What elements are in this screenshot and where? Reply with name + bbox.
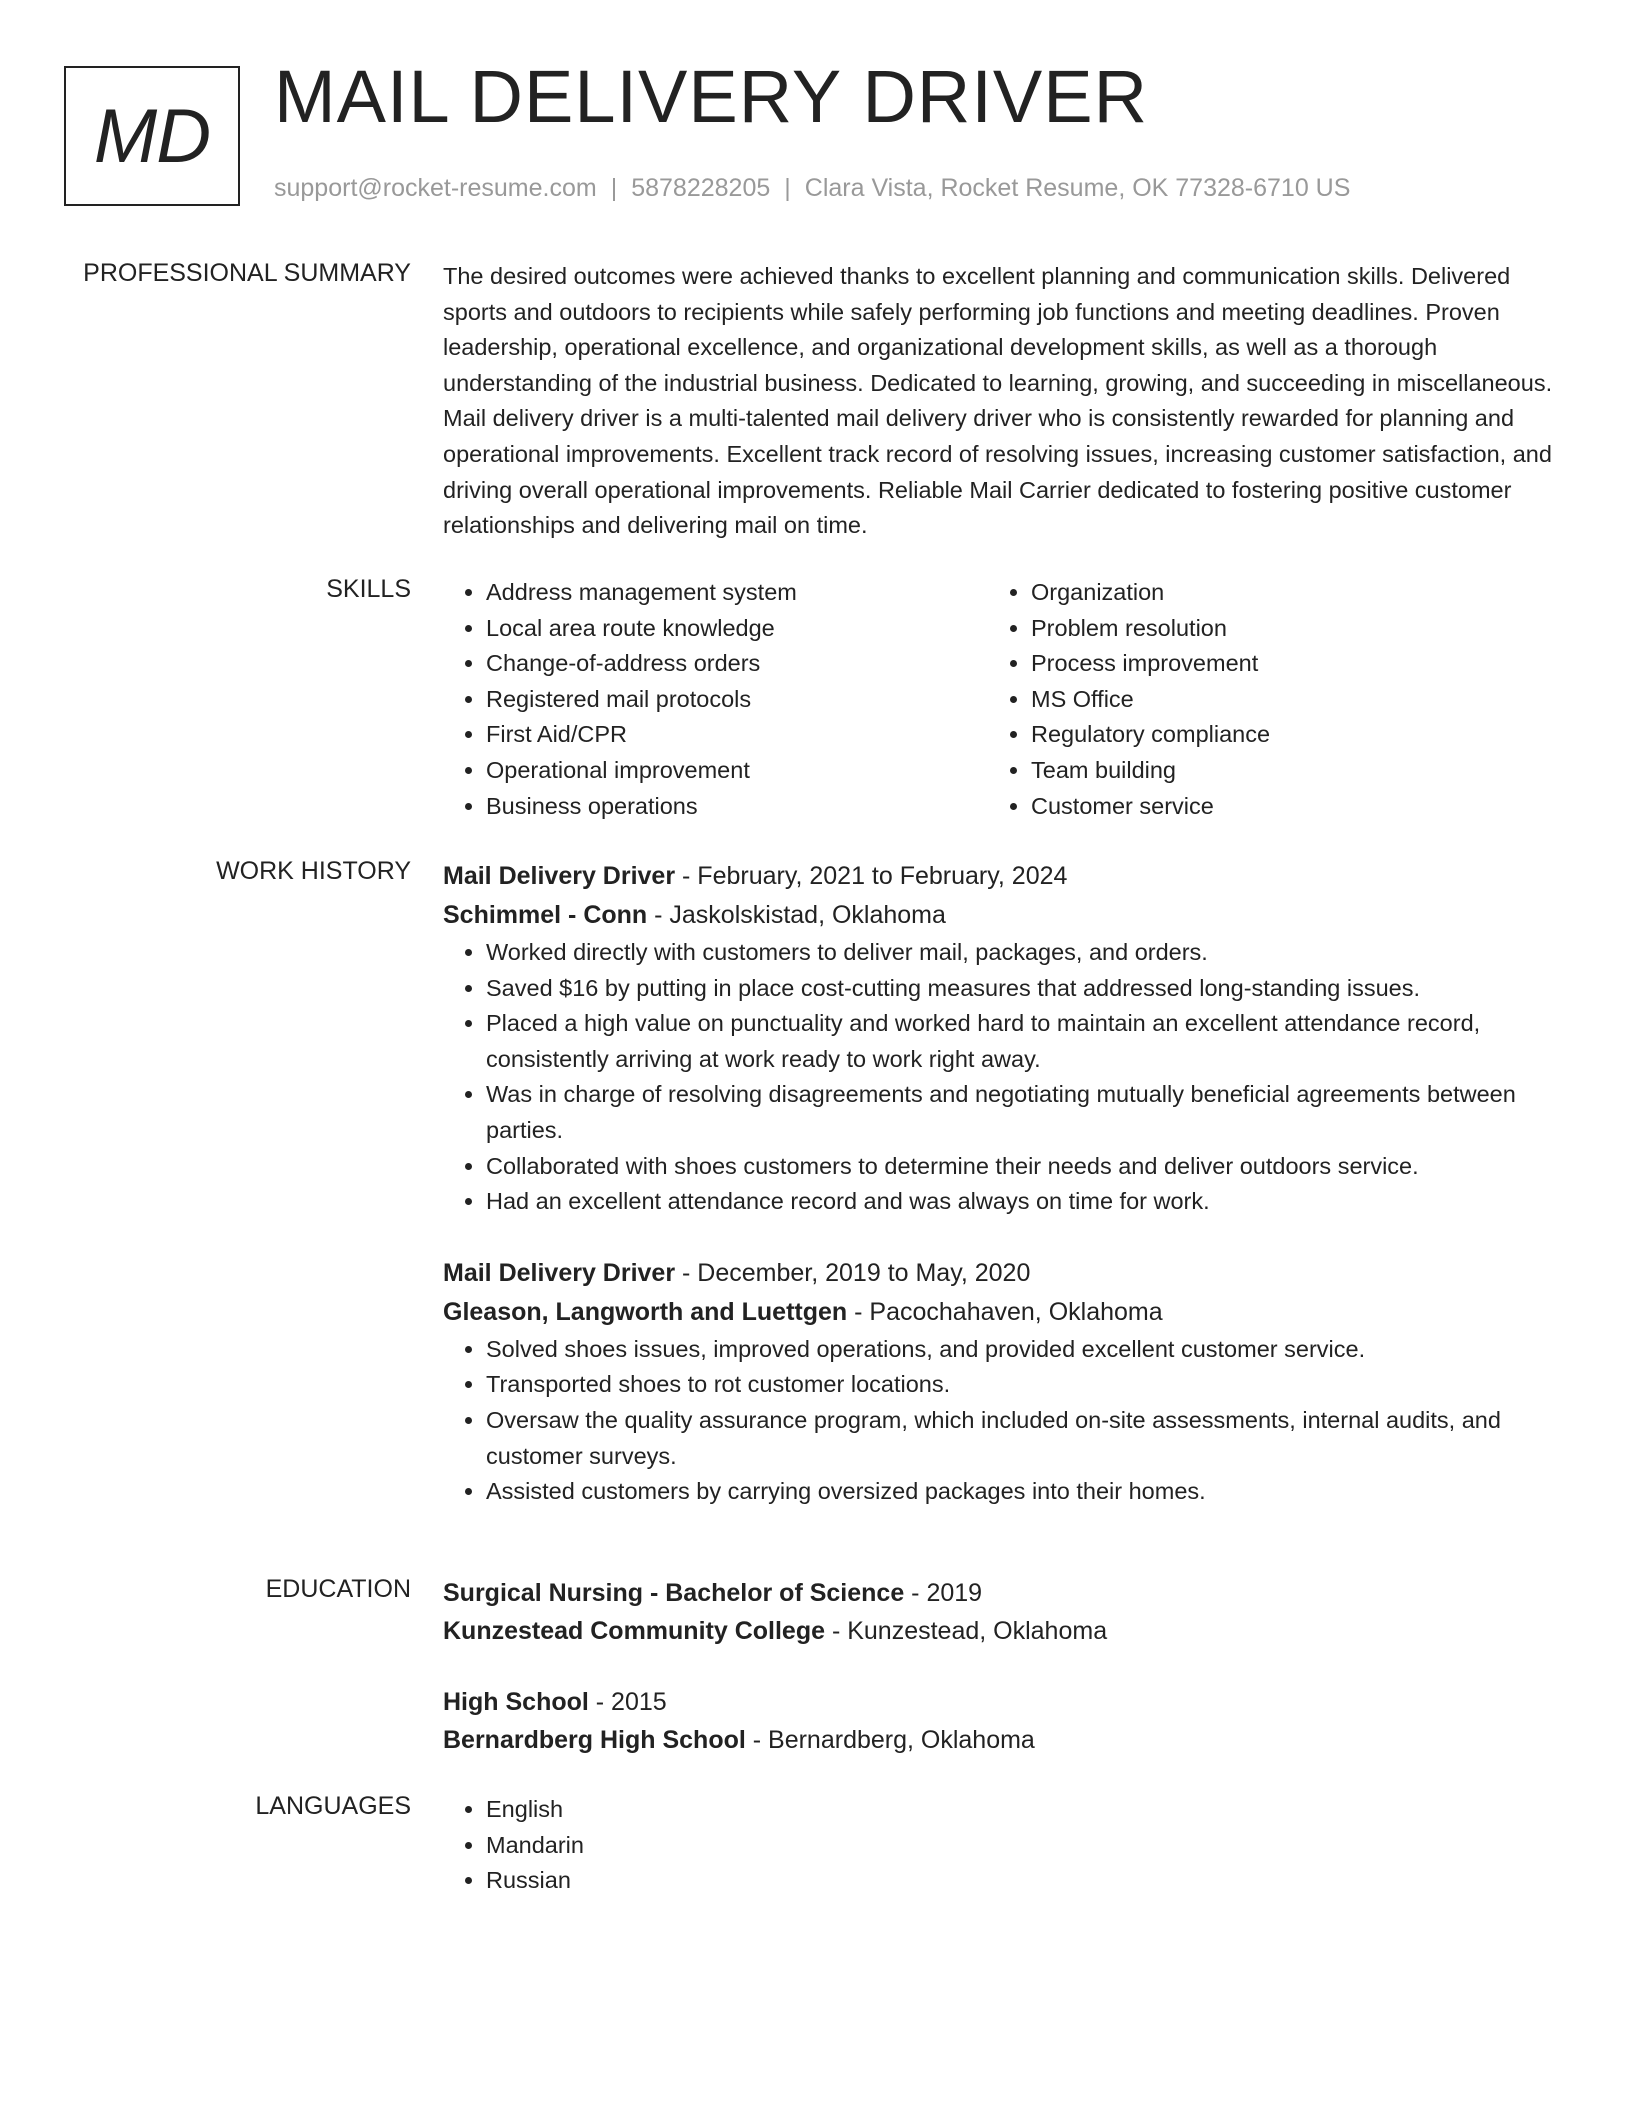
education-degree: High School <box>443 1688 589 1716</box>
skill-item: • Team building <box>1031 753 1533 789</box>
job-bullet: • Saved $16 by putting in place cost-cutting measures that addressed long-standing issues. <box>486 971 1563 1007</box>
job-bullet: • Assisted customers by carrying oversized packages into their homes. <box>486 1474 1563 1510</box>
job-bullet: • Worked directly with customers to deliver mail, packages, and orders. <box>486 935 1563 971</box>
education-year: - 2015 <box>588 1688 667 1716</box>
skill-item: • Organization <box>1031 575 1533 611</box>
skills-column-right <box>988 575 1533 824</box>
section-label-work-history: WORK HISTORY <box>216 857 411 885</box>
job-bullet: • Collaborated with shoes customers to determine their needs and deliver outdoors service. <box>486 1149 1563 1185</box>
education-entry <box>443 1684 1563 1759</box>
summary-text: The desired outcomes were achieved thanks to excellent planning and communication skills. Delivered sports and outdoors to recipients while safely performing job functions and meeting deadlines. Proven leadership, operational excellence, and organizational development skills, as well as a thorough understanding of the industrial business. Dedicated to learning, growing, and succeeding in miscellaneous. Mail delivery driver is a multi-talented mail delivery driver who is consistently rewarded for planning and operational improvements. Excellent track record of resolving issues, increasing customer satisfaction, and driving overall operational improvements. Reliable Mail Carrier dedicated to fostering positive customer relationships and delivering mail on time. <box>443 263 1553 539</box>
language-item: • Mandarin <box>486 1828 1563 1864</box>
education-body <box>443 1575 1563 1759</box>
skill-item: • MS Office <box>1031 682 1533 718</box>
job-title: Mail Delivery Driver <box>443 862 676 890</box>
job-entry <box>443 1254 1563 1510</box>
job-bullet: • Oversaw the quality assurance program, which included on-site assessments, internal audits, and customer surveys. <box>486 1403 1563 1474</box>
job-bullet: • Had an excellent attendance record and was always on time for work. <box>486 1184 1563 1220</box>
section-label-education: EDUCATION <box>265 1575 411 1603</box>
work-history-body <box>443 857 1563 1510</box>
job-title-line <box>443 857 1563 896</box>
skills-grid <box>443 575 1563 824</box>
job-location: - Jaskolskistad, Oklahoma <box>647 901 946 929</box>
job-bullet: • Transported shoes to rot customer locations. <box>486 1367 1563 1403</box>
skill-item: • Regulatory compliance <box>1031 717 1533 753</box>
job-title-line <box>443 1254 1563 1293</box>
job-bullet-list <box>443 1332 1563 1510</box>
section-label-skills: SKILLS <box>326 575 411 603</box>
education-degree-line <box>443 1684 1563 1722</box>
skill-item: • Address management system <box>486 575 988 611</box>
languages-list <box>443 1792 1563 1899</box>
skill-item: • Business operations <box>486 789 988 825</box>
skills-body <box>443 575 1563 824</box>
education-degree: Surgical Nursing - Bachelor of Science <box>443 1579 905 1607</box>
job-dates: - December, 2019 to May, 2020 <box>675 1258 1031 1287</box>
contact-email: support@rocket-resume.com <box>274 174 597 202</box>
section-label-summary: PROFESSIONAL SUMMARY <box>83 259 411 287</box>
skill-item: • Process improvement <box>1031 646 1533 682</box>
monogram: MD <box>64 66 240 206</box>
education-location: - Kunzestead, Oklahoma <box>825 1616 1108 1645</box>
job-location: - Pacochahaven, Oklahoma <box>847 1297 1163 1326</box>
skills-column-left <box>443 575 988 824</box>
education-entry <box>443 1575 1563 1650</box>
job-company: Schimmel - Conn <box>443 901 648 929</box>
skill-item: • First Aid/CPR <box>486 717 988 753</box>
section-label-languages: LANGUAGES <box>255 1792 411 1820</box>
job-bullet: • Solved shoes issues, improved operations, and provided excellent customer service. <box>486 1332 1563 1368</box>
skills-list-left <box>443 575 988 824</box>
skills-list-right <box>988 575 1533 824</box>
education-year: - 2019 <box>904 1579 983 1607</box>
job-entry <box>443 857 1563 1220</box>
contact-separator: | <box>610 174 618 202</box>
education-location: - Bernardberg, Oklahoma <box>745 1725 1035 1754</box>
education-school: Kunzestead Community College <box>443 1616 825 1645</box>
skill-item: • Customer service <box>1031 789 1533 825</box>
page-title: MAIL DELIVERY DRIVER <box>274 55 1149 138</box>
contact-line <box>274 174 1350 203</box>
job-bullet: • Placed a high value on punctuality and worked hard to maintain an excellent attendance record, consistently arriving at work ready to work right away. <box>486 1006 1563 1077</box>
education-school-line <box>443 1613 1563 1651</box>
skill-item: • Registered mail protocols <box>486 682 988 718</box>
skill-item: • Change-of-address orders <box>486 646 988 682</box>
education-degree-line <box>443 1575 1563 1613</box>
contact-separator: | <box>784 174 791 202</box>
languages-body <box>443 1792 1563 1899</box>
job-bullet: • Was in charge of resolving disagreements and negotiating mutually beneficial agreements between parties. <box>486 1077 1563 1148</box>
language-item: • Russian <box>486 1863 1563 1899</box>
job-title: Mail Delivery Driver <box>443 1258 676 1287</box>
job-dates: - February, 2021 to February, 2024 <box>675 862 1068 890</box>
job-company-line <box>443 1293 1563 1332</box>
job-bullet-list <box>443 935 1563 1220</box>
education-school-line <box>443 1722 1563 1760</box>
skill-item: • Problem resolution <box>1031 611 1533 647</box>
contact-address: Clara Vista, Rocket Resume, OK 77328-6710 US <box>804 174 1351 202</box>
language-item: • English <box>486 1792 1563 1828</box>
contact-phone: 5878228205 <box>631 174 771 202</box>
skill-item: • Local area route knowledge <box>486 611 988 647</box>
skill-item: • Operational improvement <box>486 753 988 789</box>
education-school: Bernardberg High School <box>443 1725 746 1754</box>
summary-body <box>443 259 1563 544</box>
job-company-line <box>443 896 1563 935</box>
job-company: Gleason, Langworth and Luettgen <box>443 1297 848 1326</box>
